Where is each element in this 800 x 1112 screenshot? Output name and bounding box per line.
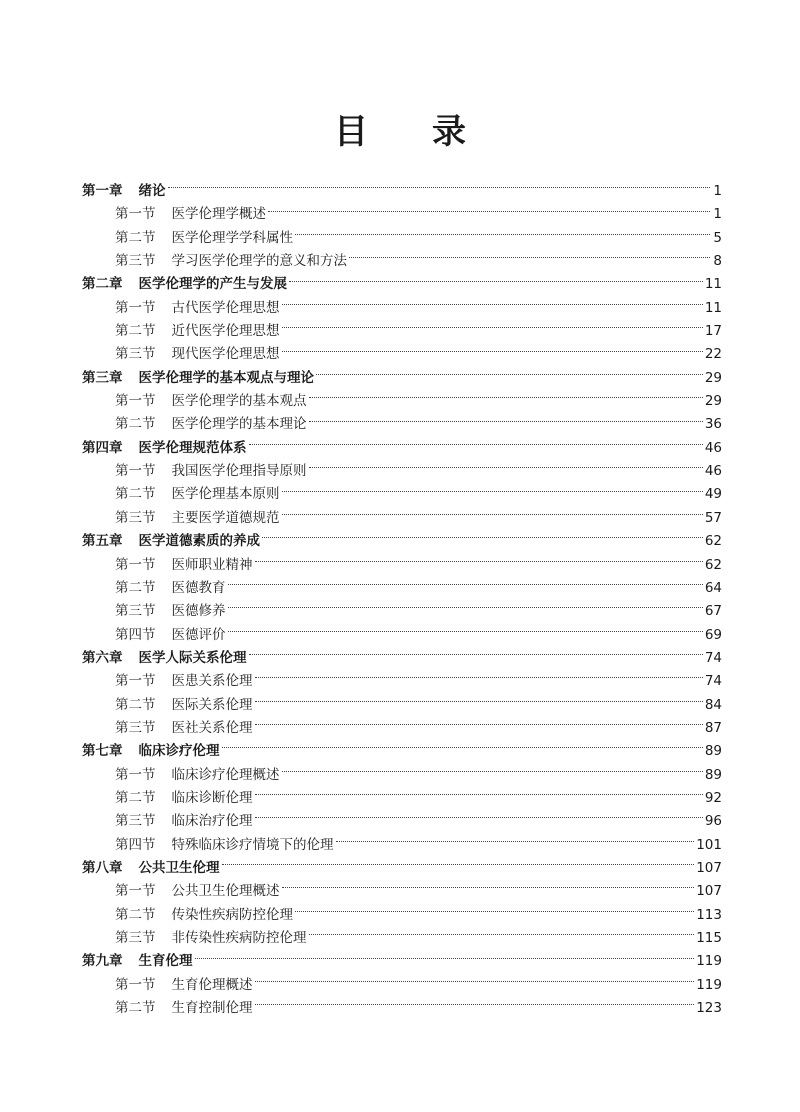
toc-section-entry[interactable] xyxy=(82,320,722,343)
entry-title: 临床治疗伦理 xyxy=(171,813,253,830)
dot-leader xyxy=(309,421,703,422)
entry-label: 第九章 xyxy=(82,953,123,970)
dot-leader xyxy=(262,537,703,538)
dot-leader xyxy=(282,887,695,888)
page-number: 113 xyxy=(696,906,722,923)
entry-label: 第七章 xyxy=(82,743,123,760)
toc-chapter-entry[interactable] xyxy=(82,367,722,390)
toc-section-entry[interactable] xyxy=(82,203,722,226)
toc-section-entry[interactable] xyxy=(82,507,722,530)
page-number: 119 xyxy=(696,953,722,970)
dot-leader xyxy=(282,491,703,492)
entry-label: 第一节 xyxy=(115,393,156,410)
entry-title: 现代医学伦理思想 xyxy=(171,346,280,363)
entry-title: 医德评价 xyxy=(171,626,226,643)
dot-leader xyxy=(255,794,703,795)
dot-leader xyxy=(255,701,703,702)
entry-label: 第三节 xyxy=(115,346,156,363)
dot-leader xyxy=(228,607,703,608)
page-number: 1 xyxy=(713,206,722,223)
dot-leader xyxy=(222,864,695,865)
toc-section-entry[interactable] xyxy=(82,717,722,740)
page-number: 49 xyxy=(704,486,722,503)
dot-leader xyxy=(222,747,703,748)
entry-label: 第二节 xyxy=(115,486,156,503)
toc-section-entry[interactable] xyxy=(82,997,722,1020)
toc-section-entry[interactable] xyxy=(82,483,722,506)
toc-section-entry[interactable] xyxy=(82,460,722,483)
dot-leader xyxy=(282,771,703,772)
dot-leader xyxy=(255,677,703,678)
page-number: 17 xyxy=(704,323,722,340)
page-number: 69 xyxy=(704,626,722,643)
entry-label: 第二章 xyxy=(82,276,123,293)
toc-section-entry[interactable] xyxy=(82,670,722,693)
toc-section-entry[interactable] xyxy=(82,413,722,436)
dot-leader xyxy=(228,631,703,632)
entry-title: 生育伦理 xyxy=(138,953,193,970)
entry-label: 第三章 xyxy=(82,369,123,386)
page-number: 46 xyxy=(704,439,722,456)
dot-leader xyxy=(268,211,710,212)
entry-label: 第二节 xyxy=(115,416,156,433)
page-number: 29 xyxy=(704,369,722,386)
toc-chapter-entry[interactable] xyxy=(82,180,722,203)
entry-title: 临床诊疗伦理概述 xyxy=(171,766,280,783)
entry-title: 医师职业精神 xyxy=(171,556,253,573)
dot-leader xyxy=(295,234,710,235)
toc-section-entry[interactable] xyxy=(82,904,722,927)
entry-label: 第一节 xyxy=(115,673,156,690)
page-number: 11 xyxy=(704,299,722,316)
dot-leader xyxy=(255,561,703,562)
dot-leader xyxy=(289,281,703,282)
toc-section-entry[interactable] xyxy=(82,343,722,366)
entry-title: 医患关系伦理 xyxy=(171,673,253,690)
page-number: 92 xyxy=(704,789,722,806)
toc-section-entry[interactable] xyxy=(82,810,722,833)
page-number: 84 xyxy=(704,696,722,713)
entry-title: 生育伦理概述 xyxy=(171,976,253,993)
entry-title: 医学人际关系伦理 xyxy=(138,649,247,666)
entry-title: 医学伦理基本原则 xyxy=(171,486,280,503)
title-char-2: 录 xyxy=(432,112,466,152)
entry-label: 第二节 xyxy=(115,323,156,340)
page-number: 67 xyxy=(704,603,722,620)
entry-label: 第五章 xyxy=(82,533,123,550)
entry-title: 医学伦理学的产生与发展 xyxy=(138,276,287,293)
entry-label: 第二节 xyxy=(115,1000,156,1017)
entry-label: 第六章 xyxy=(82,649,123,666)
entry-title: 医学道德素质的养成 xyxy=(138,533,260,550)
page-number: 89 xyxy=(704,766,722,783)
toc-chapter-entry[interactable] xyxy=(82,740,722,763)
page-number: 8 xyxy=(713,253,722,270)
entry-label: 第一节 xyxy=(115,463,156,480)
toc-section-entry[interactable] xyxy=(82,624,722,647)
entry-label: 第二节 xyxy=(115,229,156,246)
entry-label: 第二节 xyxy=(115,579,156,596)
entry-title: 医学伦理学的基本观点 xyxy=(171,393,307,410)
page-number: 64 xyxy=(704,579,722,596)
dot-leader xyxy=(282,304,703,305)
dot-leader xyxy=(255,981,695,982)
dot-leader xyxy=(282,351,703,352)
entry-title: 特殊临床诊疗情境下的伦理 xyxy=(171,836,334,853)
page-number: 123 xyxy=(696,1000,722,1017)
toc-section-entry[interactable] xyxy=(82,577,722,600)
dot-leader xyxy=(309,397,703,398)
entry-label: 第三节 xyxy=(115,509,156,526)
toc-section-entry[interactable] xyxy=(82,390,722,413)
entry-title: 古代医学伦理思想 xyxy=(171,299,280,316)
entry-label: 第一节 xyxy=(115,883,156,900)
entry-title: 近代医学伦理思想 xyxy=(171,323,280,340)
entry-title: 主要医学道德规范 xyxy=(171,509,280,526)
page-number: 62 xyxy=(704,556,722,573)
page-number: 96 xyxy=(704,813,722,830)
entry-title: 绪论 xyxy=(138,183,166,199)
toc-section-entry[interactable] xyxy=(82,927,722,950)
entry-label: 第三节 xyxy=(115,719,156,736)
entry-label: 第四节 xyxy=(115,836,156,853)
entry-label: 第一节 xyxy=(115,299,156,316)
page-number: 62 xyxy=(704,533,722,550)
entry-title: 医社关系伦理 xyxy=(171,719,253,736)
dot-leader xyxy=(195,958,695,959)
page-number: 57 xyxy=(704,509,722,526)
entry-label: 第三节 xyxy=(115,930,156,946)
toc-chapter-entry[interactable] xyxy=(82,647,722,670)
entry-label: 第一节 xyxy=(115,206,156,223)
entry-label: 第一节 xyxy=(115,976,156,993)
page-number: 119 xyxy=(696,976,722,993)
dot-leader xyxy=(316,374,703,375)
dot-leader xyxy=(295,911,694,912)
toc-chapter-entry[interactable] xyxy=(82,437,722,460)
entry-title: 公共卫生伦理概述 xyxy=(171,883,280,900)
entry-title: 医学伦理规范体系 xyxy=(138,439,247,456)
entry-title: 医德教育 xyxy=(171,579,226,596)
page-number: 107 xyxy=(696,859,722,876)
entry-title: 医际关系伦理 xyxy=(171,696,253,713)
entry-title: 生育控制伦理 xyxy=(171,1000,253,1017)
entry-title: 医德修养 xyxy=(171,603,226,620)
entry-title: 医学伦理学的基本观点与理论 xyxy=(138,369,314,386)
dot-leader xyxy=(282,514,703,515)
entry-label: 第一节 xyxy=(115,766,156,783)
toc-chapter-entry[interactable] xyxy=(82,857,722,880)
page-number: 1 xyxy=(713,183,722,199)
entry-title: 学习医学伦理学的意义和方法 xyxy=(171,253,347,270)
toc-chapter-entry[interactable] xyxy=(82,950,722,973)
page-number: 11 xyxy=(704,276,722,293)
table-of-contents xyxy=(82,180,722,1020)
page-number: 36 xyxy=(704,416,722,433)
title-char-1: 目 xyxy=(334,112,368,152)
entry-title: 公共卫生伦理 xyxy=(138,859,220,876)
entry-label: 第三节 xyxy=(115,603,156,620)
entry-label: 第二节 xyxy=(115,696,156,713)
toc-section-entry[interactable] xyxy=(82,600,722,623)
entry-label: 第二节 xyxy=(115,906,156,923)
toc-chapter-entry[interactable] xyxy=(82,530,722,553)
dot-leader xyxy=(309,467,703,468)
toc-section-entry[interactable] xyxy=(82,880,722,903)
page-number: 74 xyxy=(704,673,722,690)
page-number: 101 xyxy=(696,836,722,853)
toc-section-entry[interactable] xyxy=(82,787,722,810)
entry-label: 第一节 xyxy=(115,556,156,573)
entry-label: 第三节 xyxy=(115,253,156,270)
page-title xyxy=(0,110,800,154)
page-number: 87 xyxy=(704,719,722,736)
toc-section-entry[interactable] xyxy=(82,250,722,273)
entry-title: 医学伦理学概述 xyxy=(171,206,266,223)
entry-title: 医学伦理学的基本理论 xyxy=(171,416,307,433)
dot-leader xyxy=(255,724,703,725)
toc-section-entry[interactable] xyxy=(82,297,722,320)
dot-leader xyxy=(282,327,703,328)
dot-leader xyxy=(349,257,710,258)
entry-title: 临床诊疗伦理 xyxy=(138,743,220,760)
page-number: 46 xyxy=(704,463,722,480)
page-number: 29 xyxy=(704,393,722,410)
toc-section-entry[interactable] xyxy=(82,834,722,857)
entry-title: 我国医学伦理指导原则 xyxy=(171,463,307,480)
toc-section-entry[interactable] xyxy=(82,764,722,787)
toc-section-entry[interactable] xyxy=(82,974,722,997)
dot-leader xyxy=(249,444,703,445)
dot-leader xyxy=(255,817,703,818)
page-number: 22 xyxy=(704,346,722,363)
page-number: 74 xyxy=(704,649,722,666)
entry-label: 第四节 xyxy=(115,626,156,643)
entry-title: 医学伦理学学科属性 xyxy=(171,229,293,246)
dot-leader xyxy=(168,187,711,188)
dot-leader xyxy=(249,654,703,655)
entry-label: 第三节 xyxy=(115,813,156,830)
page-number: 107 xyxy=(696,883,722,900)
dot-leader xyxy=(255,1004,695,1005)
entry-title: 非传染性疾病防控伦理 xyxy=(171,930,307,946)
page-number: 89 xyxy=(704,743,722,760)
toc-section-entry[interactable] xyxy=(82,694,722,717)
entry-title: 传染性疾病防控伦理 xyxy=(171,906,293,923)
entry-label: 第二节 xyxy=(115,789,156,806)
toc-section-entry[interactable] xyxy=(82,227,722,250)
dot-leader xyxy=(309,934,695,935)
toc-chapter-entry[interactable] xyxy=(82,273,722,296)
entry-title: 临床诊断伦理 xyxy=(171,789,253,806)
entry-label: 第八章 xyxy=(82,859,123,876)
entry-label: 第四章 xyxy=(82,439,123,456)
dot-leader xyxy=(336,841,695,842)
toc-section-entry[interactable] xyxy=(82,554,722,577)
page-number: 115 xyxy=(696,930,722,946)
entry-label: 第一章 xyxy=(82,183,123,199)
dot-leader xyxy=(228,584,703,585)
page-number: 5 xyxy=(713,229,722,246)
